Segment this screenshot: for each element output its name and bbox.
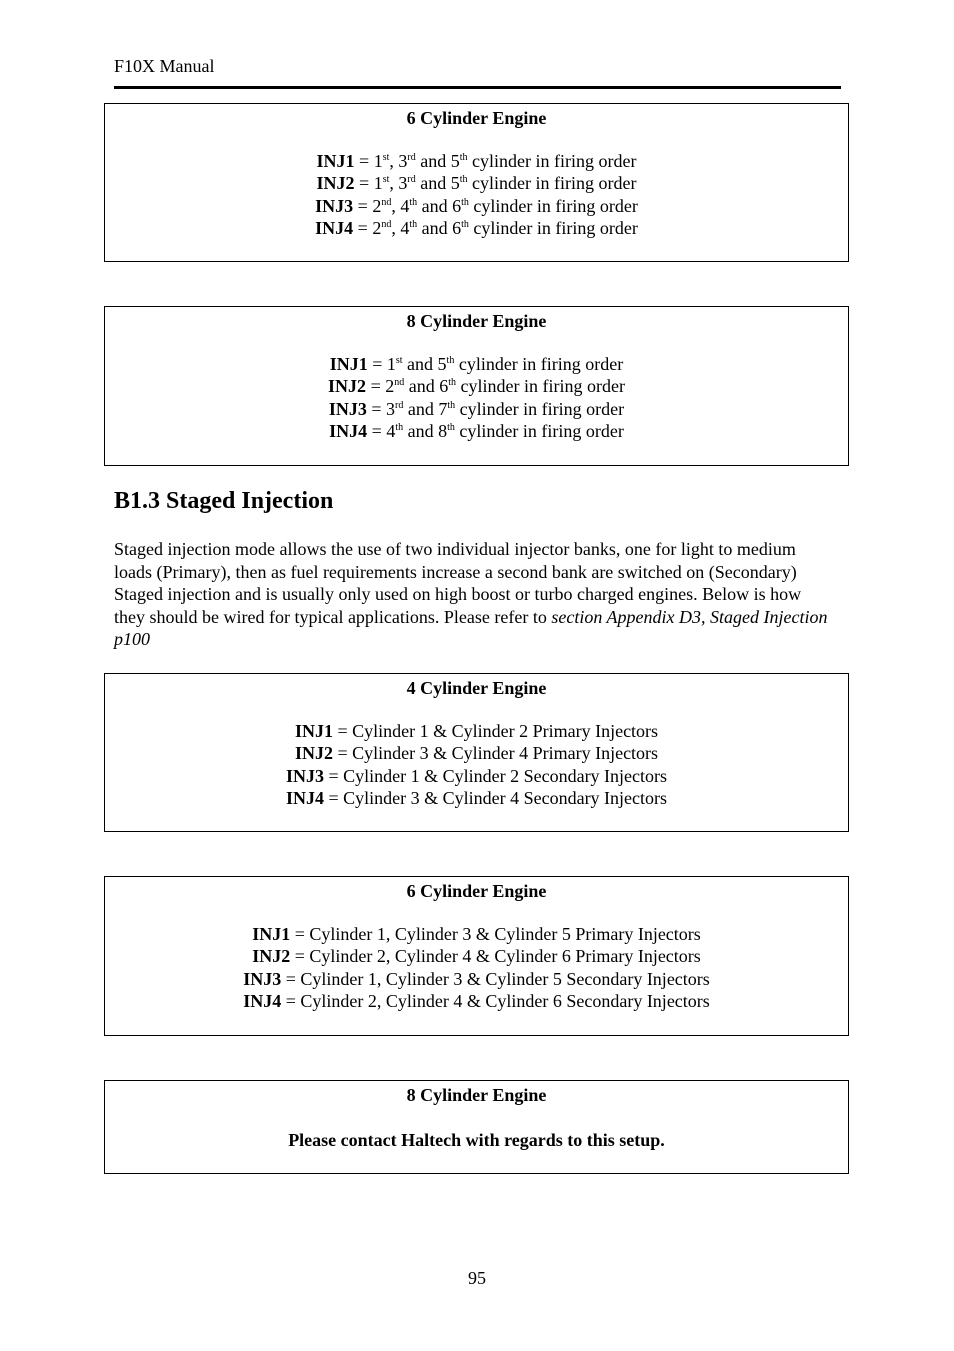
injector-label: INJ1 xyxy=(329,353,368,374)
page-number: 95 xyxy=(468,1268,486,1288)
section-paragraph xyxy=(114,538,834,651)
line-text: cylinder in firing order xyxy=(455,398,625,419)
line-text: and 6 xyxy=(404,376,449,396)
line-text: = 3 xyxy=(366,398,396,419)
line-text: = Cylinder 1, Cylinder 3 & Cylinder 5 Secondary Injectors xyxy=(281,968,710,989)
line-text: cylinder in firing order xyxy=(467,173,637,193)
line-text: and 5 xyxy=(415,150,460,171)
line-text: and 5 xyxy=(415,173,460,193)
line-text: and 5 xyxy=(402,353,447,374)
eight-cylinder-batch-box xyxy=(104,306,849,466)
line-text: and 7 xyxy=(403,398,448,419)
injector-label: INJ4 xyxy=(315,218,354,238)
injector-line xyxy=(105,787,848,810)
ordinal-suffix: rd xyxy=(395,399,404,411)
header-rule xyxy=(114,86,841,89)
injector-line xyxy=(105,217,848,240)
line-text: , 4 xyxy=(391,195,410,216)
line-text: and 6 xyxy=(417,218,462,238)
line-text: , 4 xyxy=(391,218,410,238)
ordinal-suffix: st xyxy=(382,174,390,185)
line-text: cylinder in firing order xyxy=(468,195,638,216)
contact-note: Please contact Haltech with regards to this setup. xyxy=(288,1129,665,1150)
injector-line xyxy=(105,968,848,991)
six-cylinder-staged-box xyxy=(104,876,849,1036)
line-text: and 8 xyxy=(403,421,448,441)
line-text: = Cylinder 1 & Cylinder 2 Primary Injectors xyxy=(332,720,659,741)
box-title: 6 Cylinder Engine xyxy=(406,881,547,901)
injector-line xyxy=(105,742,848,765)
injector-label: INJ2 xyxy=(328,376,367,396)
injector-label: INJ2 xyxy=(294,743,333,763)
ordinal-suffix: st xyxy=(395,354,403,366)
line-text: = Cylinder 2, Cylinder 4 & Cylinder 6 Primary Injectors xyxy=(290,946,701,966)
line-text: = 1 xyxy=(354,173,383,193)
section-heading: B1.3 Staged Injection xyxy=(114,488,334,514)
document-header: F10X Manual xyxy=(114,56,215,76)
ordinal-suffix: th xyxy=(461,196,469,208)
injector-label: INJ1 xyxy=(252,923,291,944)
injector-line xyxy=(105,923,848,946)
line-text: cylinder in firing order xyxy=(467,150,637,171)
paragraph-text: Staged injection mode allows the use of two individual injector banks, one for light to medium loads (Primary), then as fuel requirements increase a second bank are switched on (Secondary) Staged injection and is usually only used on high boost or turbo charged engines. Below is how they should be wired for typical applications. Please refer to xyxy=(114,539,802,627)
line-text: cylinder in firing order xyxy=(468,218,638,238)
injector-line xyxy=(105,172,848,195)
injector-line xyxy=(105,150,848,173)
ordinal-suffix: th xyxy=(409,196,418,208)
ordinal-suffix: th xyxy=(446,354,455,366)
ordinal-suffix: th xyxy=(395,422,404,433)
line-text: = Cylinder 3 & Cylinder 4 Primary Injectors xyxy=(332,743,659,763)
box-title: 8 Cylinder Engine xyxy=(406,1085,547,1105)
ordinal-suffix: th xyxy=(459,151,468,163)
line-text: cylinder in firing order xyxy=(456,376,625,396)
ordinal-suffix: th xyxy=(461,219,469,230)
line-text: cylinder in firing order xyxy=(454,421,624,441)
ordinal-suffix: th xyxy=(459,174,468,185)
box-title: 4 Cylinder Engine xyxy=(406,678,547,698)
line-text: , 3 xyxy=(389,173,408,193)
ordinal-suffix: th xyxy=(409,219,418,230)
line-text: = Cylinder 1, Cylinder 3 & Cylinder 5 Primary Injectors xyxy=(290,923,701,944)
box-title: 6 Cylinder Engine xyxy=(406,108,547,128)
injector-label: INJ1 xyxy=(294,720,333,741)
injector-line xyxy=(105,353,848,376)
line-text: = 2 xyxy=(366,376,395,396)
line-text: = Cylinder 3 & Cylinder 4 Secondary Injectors xyxy=(323,788,668,808)
injector-label: INJ3 xyxy=(328,398,367,419)
ordinal-suffix: th xyxy=(447,399,456,411)
injector-label: INJ1 xyxy=(316,150,355,171)
ordinal-suffix: nd xyxy=(381,219,392,230)
ordinal-suffix: st xyxy=(382,151,390,163)
injector-line xyxy=(105,990,848,1013)
injector-label: INJ4 xyxy=(285,788,324,808)
eight-cylinder-staged-box xyxy=(104,1080,849,1174)
ordinal-suffix: rd xyxy=(407,151,416,163)
ordinal-suffix: th xyxy=(448,377,456,388)
injector-line xyxy=(105,195,848,218)
injector-label: INJ3 xyxy=(285,765,324,786)
injector-line xyxy=(105,765,848,788)
line-text: and 6 xyxy=(417,195,462,216)
injector-label: INJ4 xyxy=(329,421,368,441)
line-text: cylinder in firing order xyxy=(454,353,624,374)
section-reference: section Appendix D3, Staged Injection p100 xyxy=(114,606,828,649)
injector-line xyxy=(105,398,848,421)
box-title: 8 Cylinder Engine xyxy=(406,311,547,331)
injector-label: INJ3 xyxy=(315,195,354,216)
ordinal-suffix: nd xyxy=(394,377,405,388)
line-text: = 2 xyxy=(353,195,382,216)
line-text: = 1 xyxy=(367,353,396,374)
ordinal-suffix: rd xyxy=(407,174,416,185)
injector-line xyxy=(105,375,848,398)
injector-line xyxy=(105,420,848,443)
line-text: = 2 xyxy=(353,218,382,238)
ordinal-suffix: nd xyxy=(381,196,392,208)
ordinal-suffix: th xyxy=(447,422,455,433)
injector-label: INJ3 xyxy=(243,968,282,989)
line-text: = Cylinder 1 & Cylinder 2 Secondary Injectors xyxy=(323,765,668,786)
line-text: = 1 xyxy=(354,150,383,171)
injector-label: INJ2 xyxy=(252,946,291,966)
six-cylinder-batch-box xyxy=(104,103,849,262)
injector-line xyxy=(105,945,848,968)
line-text: = 4 xyxy=(367,421,396,441)
line-text: , 3 xyxy=(389,150,408,171)
four-cylinder-staged-box xyxy=(104,673,849,832)
injector-line xyxy=(105,720,848,743)
line-text: = Cylinder 2, Cylinder 4 & Cylinder 6 Secondary Injectors xyxy=(281,991,710,1011)
injector-label: INJ4 xyxy=(243,991,282,1011)
injector-label: INJ2 xyxy=(316,173,355,193)
